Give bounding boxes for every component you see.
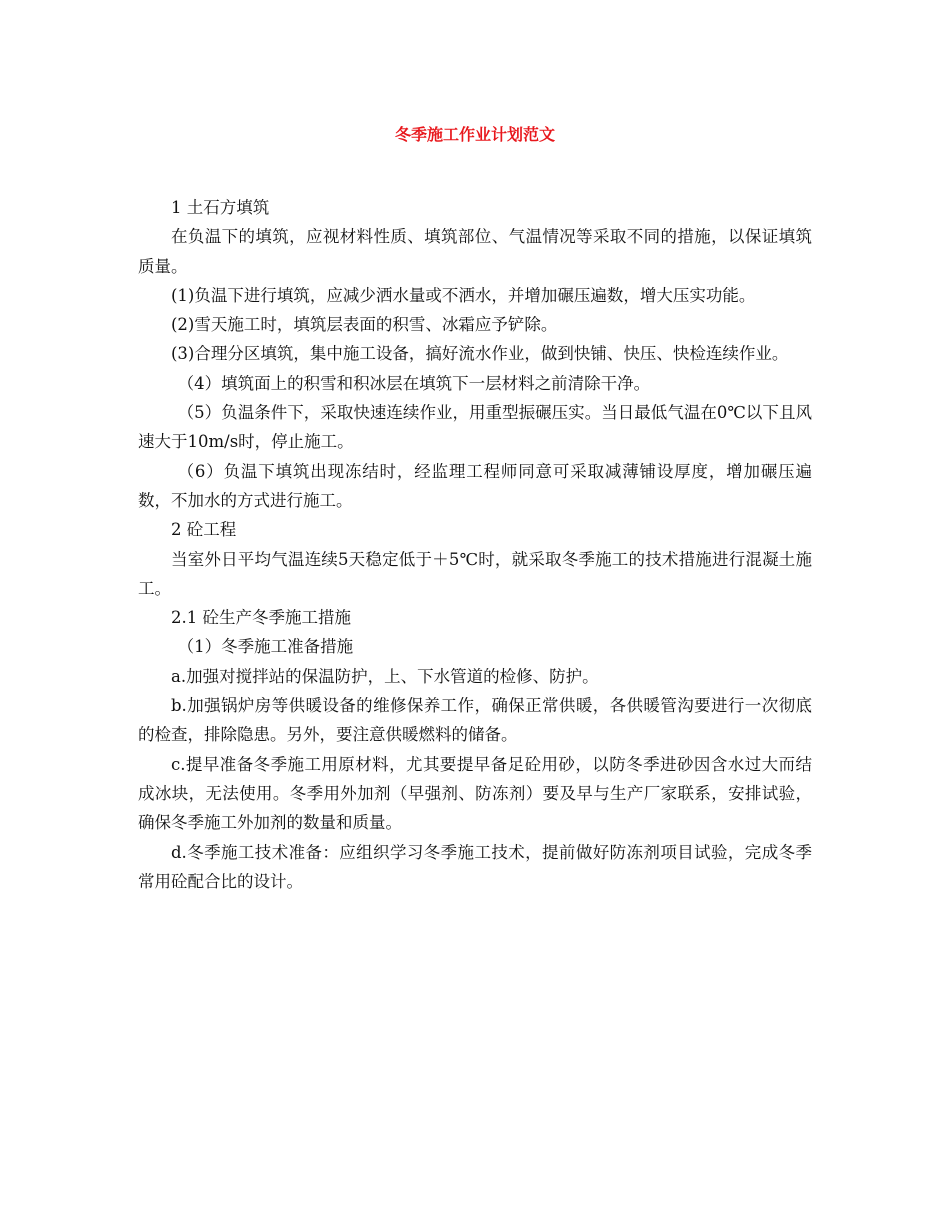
paragraph-item-6: （6）负温下填筑出现冻结时，经监理工程师同意可采取减薄铺设厚度，增加碾压遍数，不加水的方式进行施工。 (138, 461, 812, 510)
document-body (138, 193, 812, 896)
paragraph-item-5: （5）负温条件下，采取快速连续作业，用重型振碾压实。当日最低气温在0℃以下且风速大于10m/s时，停止施工。 (138, 403, 812, 452)
paragraph-item-2: (2)雪天施工时，填筑层表面的积雪、冰霜应予铲除。 (171, 315, 558, 335)
paragraph-prep-d: d.冬季施工技术准备：应组织学习冬季施工技术，提前做好防冻剂项目试验，完成冬季常用砼配合比的设计。 (138, 842, 812, 891)
section-heading-concrete: 2 砼工程 (171, 520, 237, 540)
paragraph-item-4: （4）填筑面上的积雪和积冰层在填筑下一层材料之前清除干净。 (177, 373, 651, 393)
section-heading-earthwork: 1 土石方填筑 (171, 198, 270, 217)
subsection-heading-prep: （1）冬季施工准备措施 (177, 637, 354, 657)
paragraph-prep-b: b.加强锅炉房等供暖设备的维修保养工作，确保正常供暖，各供暖管沟要进行一次彻底的检查，排除隐患。另外，要注意供暖燃料的储备。 (138, 696, 812, 745)
subsection-heading-2-1: 2.1 砼生产冬季施工措施 (171, 608, 351, 628)
paragraph-prep-a: a.加强对搅拌站的保温防护，上、下水管道的检修、防护。 (171, 666, 599, 686)
paragraph-concrete-intro: 当室外日平均气温连续5天稳定低于＋5℃时，就采取冬季施工的技术措施进行混凝土施工。 (138, 549, 812, 598)
paragraph-item-3: (3)合理分区填筑，集中施工设备，搞好流水作业，做到快铺、快压、快检连续作业。 (171, 344, 789, 364)
paragraph-prep-c: c.提早准备冬季施工用原材料，尤其要提早备足砼用砂，以防冬季进砂因含水过大而结成冰块，无法使用。冬季用外加剂（早强剂、防冻剂）要及早与生产厂家联系，安排试验，确保冬季施工外加剂的数量和质量。 (138, 754, 812, 833)
paragraph-item-1: (1)负温下进行填筑，应减少洒水量或不洒水，并增加碾压遍数，增大压实功能。 (171, 285, 756, 305)
paragraph-intro: 在负温下的填筑，应视材料性质、填筑部位、气温情况等采取不同的措施，以保证填筑质量。 (138, 227, 812, 276)
page-title: 冬季施工作业计划范文 (394, 125, 555, 144)
